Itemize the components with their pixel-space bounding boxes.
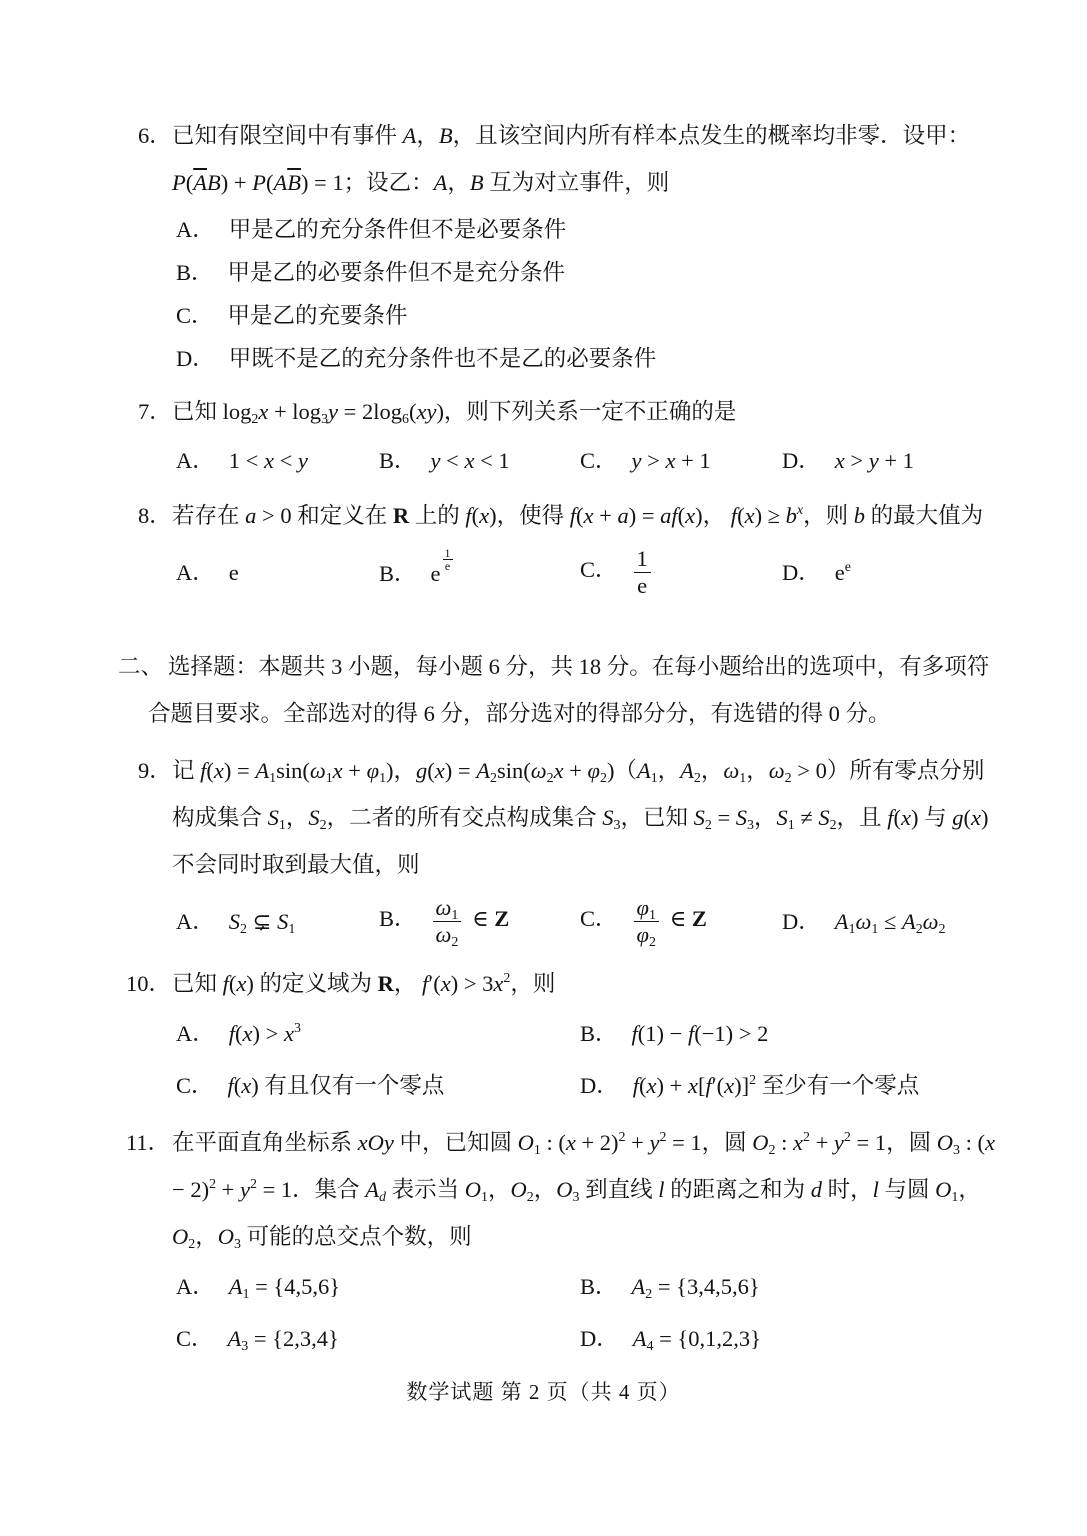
option-b-label: B． [176,260,214,285]
question-6-number: 6． [138,123,172,148]
question-11-stem: 在平面直角坐标系 xOy 中，已知圆 $O_1$ : $(x + 2)^2 + y^2 = 1$，圆 $O_2$ : $x^2 + y^2 = 1$，圆 $O_3$ : $(x - 2)^2 + y^2 = 1$．集合 $A_d$ 表示当 $O_1$，$O_2$，$O_3$ 到直线 l 的距离之和为 d 时，l 与圆 $O_1$，$O_2$，$O_3$ 可能的总交点个数，则 [172,1130,995,1252]
question-6-option-b [176,251,1001,294]
option-c-label: C． [580,448,618,473]
question-10-option-c [176,1061,580,1111]
page-footer: 数学试题 第 2 页（共 4 页） [406,1380,681,1404]
option-b-text: 甲是乙的必要条件但不是充分条件 [227,260,566,285]
question-8-option-d [782,549,1001,596]
option-c-text: $\frac{\varphi_1}{\varphi_2}$ ∈ Z [632,906,707,931]
question-7-option-c [580,437,782,484]
question-11 [0,1119,1087,1364]
option-a-label: A． [176,217,215,242]
question-11-option-c [176,1314,580,1364]
section-2-label: 二、 [118,654,164,679]
option-b-label: B． [379,906,417,932]
option-c-label: C． [580,557,618,583]
option-b-text: e $\frac{1}{e}$ [430,545,451,587]
option-d-label: D． [580,1073,619,1098]
question-11-option-a [176,1262,580,1312]
option-c-label: C． [176,1326,214,1351]
question-9-option-c [580,893,782,950]
option-d-label: D． [782,559,821,585]
question-6-option-a [176,208,1001,251]
question-10-option-a [176,1009,580,1059]
question-11-option-d [580,1314,1001,1364]
question-11-option-b [580,1262,1001,1312]
question-10 [0,960,1087,1111]
option-a-label: A． [176,448,215,473]
question-7-options [176,437,1001,484]
option-a-text: e [228,559,239,585]
question-6-option-c [176,294,1001,337]
question-7-option-d [782,437,1001,484]
option-a-label: A． [176,908,215,934]
option-d-text: $e^e$ [834,559,851,585]
question-7-option-a [176,437,379,484]
section-2-header [0,643,1087,737]
option-a-text: 甲是乙的充分条件但不是必要条件 [228,217,567,242]
option-b-text: $A_2 = \{3,4,5,6\}$ [631,1274,760,1302]
question-11-options-row-1 [176,1262,1001,1312]
question-9-option-d [782,898,1001,945]
option-a-text: $A_1 = \{4,5,6\}$ [228,1274,341,1302]
question-8-option-b [379,547,580,598]
question-6 [0,112,1087,380]
question-10-option-d [580,1061,1001,1111]
option-d-label: D． [176,346,215,371]
question-8 [0,492,1087,603]
question-8-options [176,541,1001,603]
option-d-label: D． [782,908,821,934]
question-9 [0,747,1087,952]
question-8-option-c [580,544,782,601]
option-b-text: $\frac{\omega_1}{\omega_2}$ ∈ Z [431,906,510,931]
option-a-label: A． [176,1274,215,1299]
option-b-label: B． [379,448,417,473]
section-2-instructions: 选择题：本题共 3 小题，每小题 6 分，共 18 分。在每小题给出的选项中，有多项符合题目要求。全部选对的得 6 分，部分选对的得部分分，有选错的得 0 分。 [148,654,990,726]
option-c-label: C． [580,906,618,932]
question-9-option-a [176,898,379,945]
question-9-stem: 记 $f(x) = A_1\sin(\omega_1x + \varphi_1)$，$g(x) = A_2\sin(\omega_2x + \varphi_2)(A_1$，$A_2$，$\omega_1$，$\omega_2 > 0$）所有零点分别构成集合 $S_1$，$S_2$，二者的所有交点构成集合 $S_3$，已知 $S_2 = S_3$，$S_1 \ne S_2$，且 f(x) 与 g(x) 不会同时取到最大值，则 [172,758,989,877]
question-6-stem-line-2: $P(\overline{A}B) + P(A\overline{B}) = 1$；设乙：A，B 互为对立事件，则 [172,170,670,195]
question-6-option-d [176,337,1001,380]
question-7 [0,388,1087,484]
question-6-options [176,208,1001,380]
question-11-number: 11． [126,1130,171,1155]
option-b-text: f(1) − f(−1) > 2 [631,1021,769,1046]
question-10-option-b [580,1009,1001,1059]
question-10-number: 10． [126,971,172,996]
option-b-label: B． [379,561,417,587]
option-d-text: $A_4 = \{0,1,2,3\}$ [632,1326,761,1354]
question-6-stem-line-1: 已知有限空间中有事件 A，B，且该空间内所有样本点发生的概率均非零．设甲： [172,123,971,148]
option-d-label: D． [782,448,821,473]
question-10-options-row-1 [176,1009,1001,1059]
question-8-number: 8． [138,503,172,528]
option-c-label: C． [176,303,214,328]
option-c-text: y > x + 1 [631,448,711,473]
question-11-options-row-2 [176,1314,1001,1364]
option-d-text: 甲既不是乙的充分条件也不是乙的必要条件 [228,346,657,371]
option-d-text: x > y + 1 [834,448,914,473]
question-9-options [176,890,1001,952]
option-d-text: $f(x) + x[f'(x)]^2$ 至少有一个零点 [632,1073,920,1098]
option-c-text: f(x) 有且仅有一个零点 [227,1073,445,1098]
option-c-text: $\frac{1}{e}$ [632,557,656,582]
question-7-stem: 已知 $\log_2x + \log_3y = 2\log_6(xy)$，则下列关系一定不正确的是 [172,399,737,427]
question-10-options-row-2 [176,1061,1001,1111]
option-b-label: B． [580,1021,618,1046]
question-8-stem: 若存在 a > 0 和定义在 R 上的 f(x)，使得 f(x + a) = af(x)， $f(x) \ge b^x$，则 b 的最大值为 [172,503,984,528]
question-7-option-b [379,437,580,484]
option-c-text: $A_3 = \{2,3,4\}$ [227,1326,339,1354]
option-a-text: $f(x) > x^3$ [228,1021,301,1046]
question-7-number: 7． [138,399,172,424]
option-c-text: 甲是乙的充要条件 [227,303,408,328]
question-9-option-b [379,893,580,950]
question-10-stem: 已知 f(x) 的定义域为 R， $f'(x) > 3x^2$，则 [172,971,556,996]
option-b-label: B． [580,1274,618,1299]
option-a-label: A． [176,1021,215,1046]
question-8-option-a [176,549,379,596]
option-d-label: D． [580,1326,619,1351]
option-b-text: y < x < 1 [430,448,510,473]
option-a-text: $S_2$ ⊊ $S_1$ [228,908,296,937]
option-d-text: $A_1\omega_1 \le A_2\omega_2$ [834,908,946,937]
option-a-label: A． [176,559,215,585]
question-9-number: 9． [138,758,172,783]
option-a-text: 1 < x < y [228,448,308,473]
option-c-label: C． [176,1073,214,1098]
